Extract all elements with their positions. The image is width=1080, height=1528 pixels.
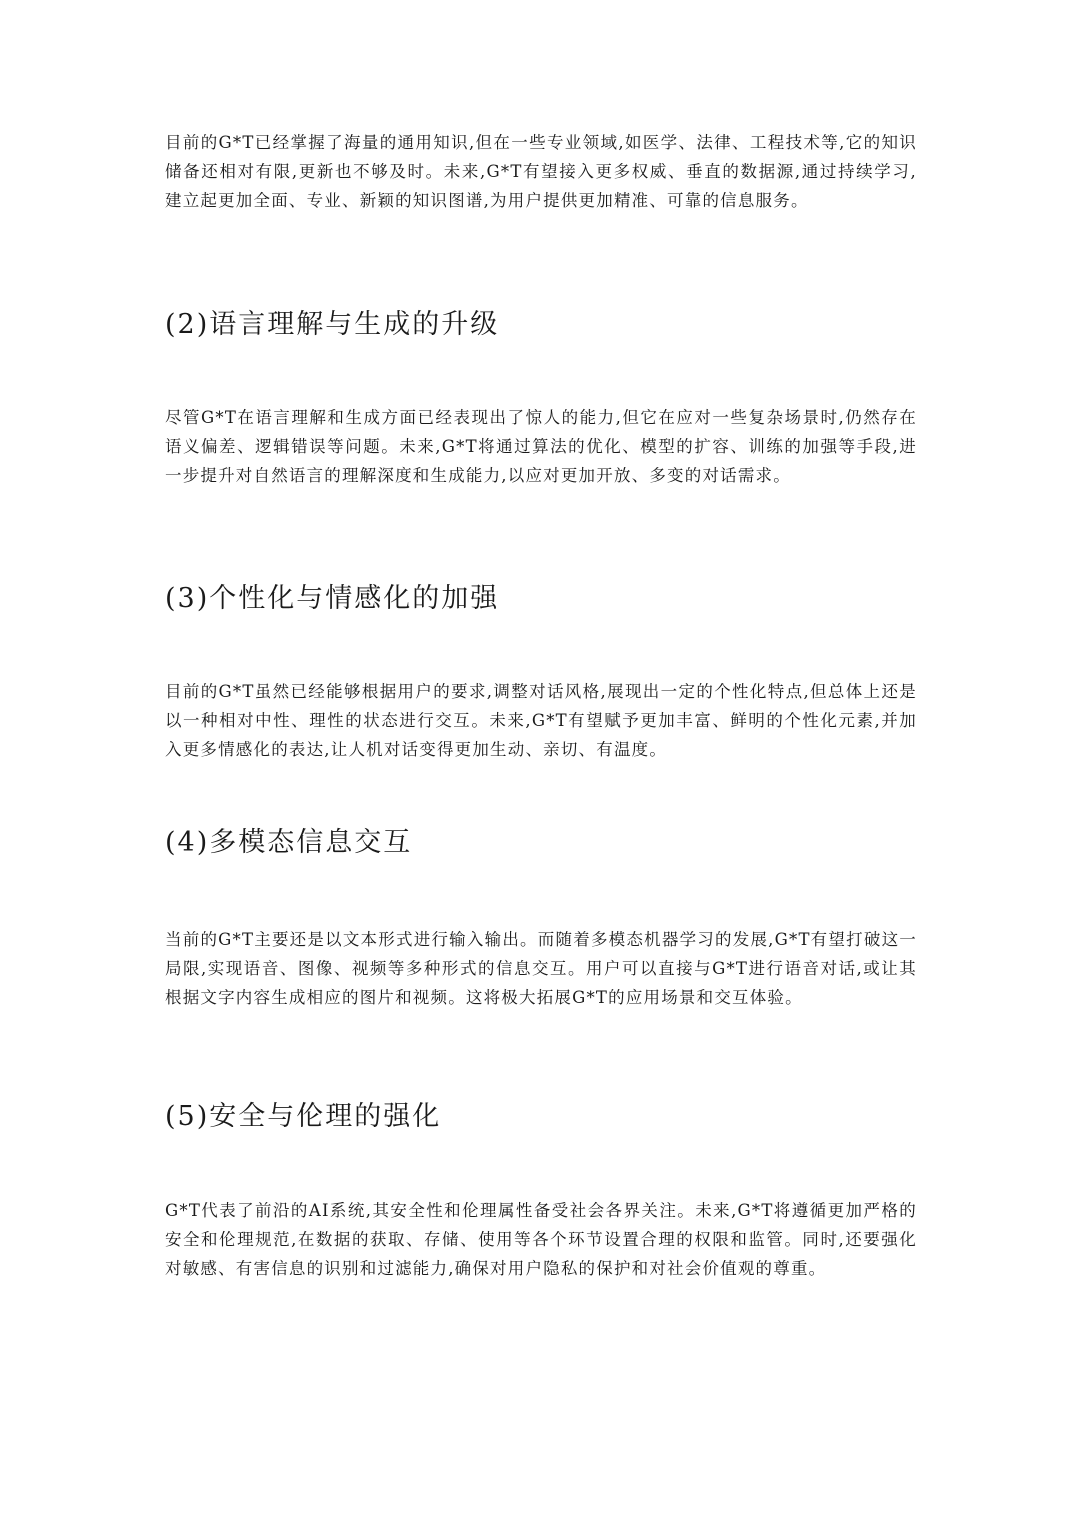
heading-multimodal: (4)多模态信息交互 <box>165 827 413 858</box>
heading-safety-ethics: (5)安全与伦理的强化 <box>165 1101 442 1132</box>
paragraph-multimodal: 当前的G*T主要还是以文本形式进行输入输出。而随着多模态机器学习的发展,G*T有望打破这一局限,实现语音、图像、视频等多种形式的信息交互。用户可以直接与G*T进行语音对话,或让其根据文字内容生成相应的图片和视频。这将极大拓展G*T的应用场景和交互体验。 <box>165 930 917 1007</box>
heading-personalization: (3)个性化与情感化的加强 <box>165 583 500 614</box>
paragraph-personalization: 目前的G*T虽然已经能够根据用户的要求,调整对话风格,展现出一定的个性化特点,但总体上还是以一种相对中性、理性的状态进行交互。未来,G*T有望赋予更加丰富、鲜明的个性化元素,并加入更多情感化的表达,让人机对话变得更加生动、亲切、有温度。 <box>165 682 917 759</box>
heading-language-understanding: (2)语言理解与生成的升级 <box>165 309 500 340</box>
paragraph-safety-ethics: G*T代表了前沿的AI系统,其安全性和伦理属性备受社会各界关注。未来,G*T将遵循更加严格的安全和伦理规范,在数据的获取、存储、使用等各个环节设置合理的权限和监管。同时,还要强化对敏感、有害信息的识别和过滤能力,确保对用户隐私的保护和对社会价值观的尊重。 <box>165 1201 917 1278</box>
paragraph-knowledge: 目前的G*T已经掌握了海量的通用知识,但在一些专业领域,如医学、法律、工程技术等,它的知识储备还相对有限,更新也不够及时。未来,G*T有望接入更多权威、垂直的数据源,通过持续学习,建立起更加全面、专业、新颖的知识图谱,为用户提供更加精准、可靠的信息服务。 <box>165 133 917 210</box>
paragraph-language-understanding: 尽管G*T在语言理解和生成方面已经表现出了惊人的能力,但它在应对一些复杂场景时,仍然存在语义偏差、逻辑错误等问题。未来,G*T将通过算法的优化、模型的扩容、训练的加强等手段,进一步提升对自然语言的理解深度和生成能力,以应对更加开放、多变的对话需求。 <box>165 408 917 485</box>
